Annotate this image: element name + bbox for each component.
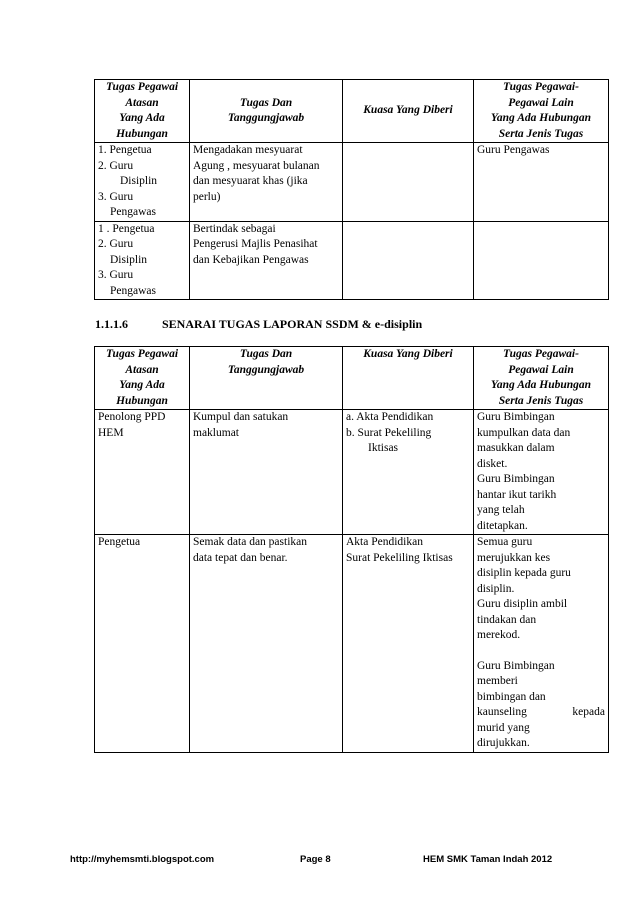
cell-authority: Akta Pendidikan Surat Pekeliling Iktisas <box>343 535 474 753</box>
footer-school: HEM SMK Taman Indah 2012 <box>423 854 553 865</box>
header-other-officers: Tugas Pegawai- Pegawai Lain Yang Ada Hubungan Serta Jenis Tugas <box>474 347 609 410</box>
table-header-row <box>95 347 609 410</box>
table-row <box>95 143 609 222</box>
table-row <box>95 410 609 535</box>
section-number: 1.1.1.6 <box>95 317 128 331</box>
header-other-officers: Tugas Pegawai- Pegawai Lain Yang Ada Hubungan Serta Jenis Tugas <box>474 80 609 143</box>
header-duties: Tugas Dan Tanggungjawab <box>190 347 343 410</box>
cell-officers: 1 . Pengetua 2. Guru Disiplin 3. Guru Pengawas <box>95 221 190 300</box>
cell-officers: 1. Pengetua 2. Guru Disiplin 3. Guru Pengawas <box>95 143 190 222</box>
header-authority: Kuasa Yang Diberi <box>343 80 474 143</box>
cell-authority <box>343 221 474 300</box>
cell-duties: Mengadakan mesyuarat Agung , mesyuarat bulanan dan mesyuarat khas (jika perlu) <box>190 143 343 222</box>
cell-other-officers: Semua guru merujukkan kes disiplin kepada guru disiplin. Guru disiplin ambil tindakan dan merekod. Guru Bimbingan memberi bimbingan dan kaunseling kepada murid yang dirujukkan. <box>474 535 609 753</box>
cell-other-officers: Guru Pengawas <box>474 143 609 222</box>
cell-officers: Pengetua <box>95 535 190 753</box>
cell-authority: a. Akta Pendidikan b. Surat Pekeliling Iktisas <box>343 410 474 535</box>
table-row <box>95 535 609 753</box>
cell-duties: Kumpul dan satukan maklumat <box>190 410 343 535</box>
header-authority: Kuasa Yang Diberi <box>343 347 474 410</box>
footer-url: http://myhemsmti.blogspot.com <box>70 854 215 865</box>
section-heading <box>95 317 422 332</box>
table-header-row <box>95 80 609 143</box>
duties-table-1 <box>94 79 609 300</box>
cell-officers: Penolong PPD HEM <box>95 410 190 535</box>
paragraph-gap <box>477 644 605 659</box>
header-duties: Tugas Dan Tanggungjawab <box>190 80 343 143</box>
duties-table-2 <box>94 346 609 753</box>
header-superior-officer: Tugas Pegawai Atasan Yang Ada Hubungan <box>95 80 190 143</box>
cell-other-officers: Guru Bimbingan kumpulkan data dan masukkan dalam disket. Guru Bimbingan hantar ikut tarikh yang telah ditetapkan. <box>474 410 609 535</box>
section-title: SENARAI TUGAS LAPORAN SSDM & e-disiplin <box>162 317 423 331</box>
cell-duties: Bertindak sebagai Pengerusi Majlis Penasihat dan Kebajikan Pengawas <box>190 221 343 300</box>
justified-line: kaunseling kepada <box>477 706 605 718</box>
cell-other-officers <box>474 221 609 300</box>
header-superior-officer: Tugas Pegawai Atasan Yang Ada Hubungan <box>95 347 190 410</box>
cell-duties: Semak data dan pastikan data tepat dan benar. <box>190 535 343 753</box>
table-row <box>95 221 609 300</box>
footer-page-number: Page 8 <box>300 854 331 865</box>
cell-authority <box>343 143 474 222</box>
